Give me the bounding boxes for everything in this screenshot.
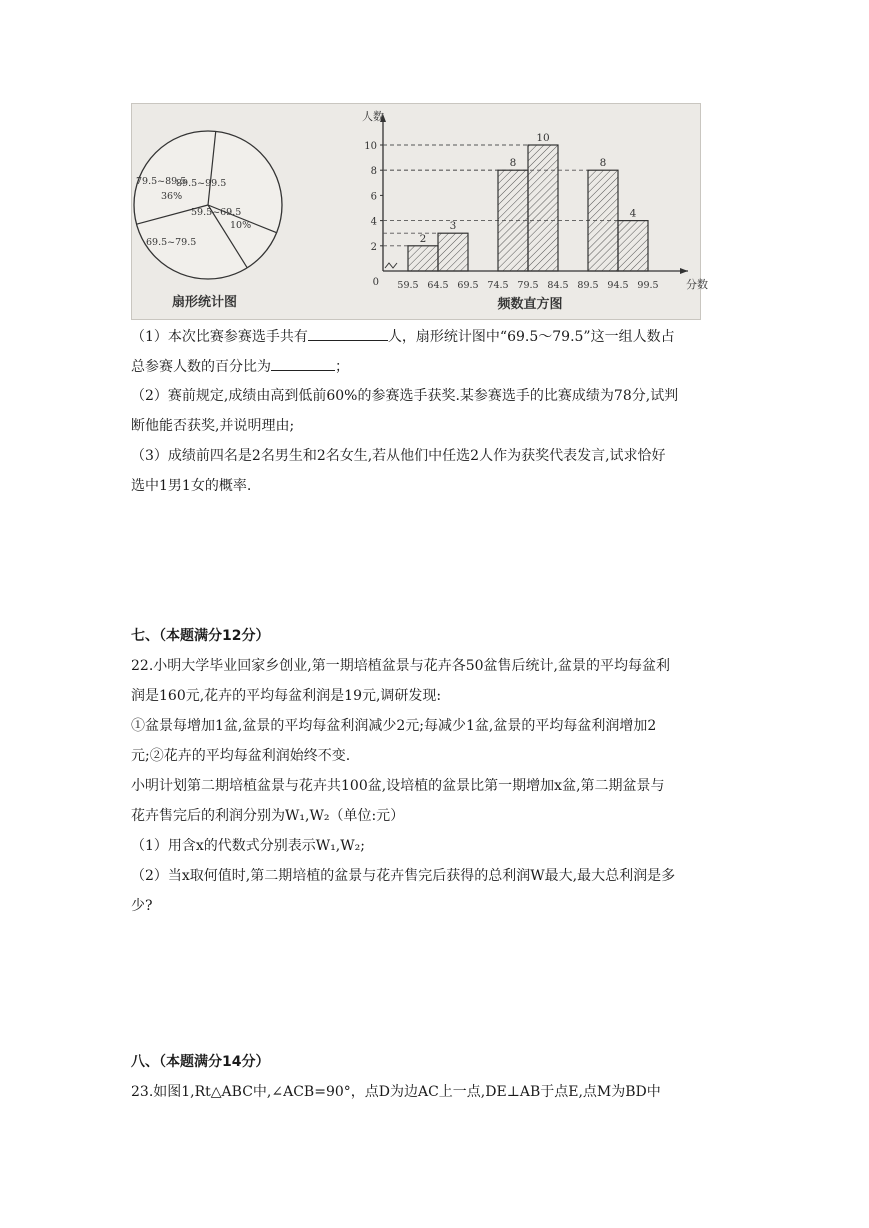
- question-1-line-2: [131, 356, 349, 377]
- pie-slice-label: 59.5~69.5: [191, 207, 242, 218]
- histogram-bar: [498, 170, 528, 271]
- x-tick-label: 59.5: [397, 280, 419, 291]
- x-tick-label: 69.5: [457, 280, 479, 291]
- origin-label: 0: [372, 277, 379, 288]
- answer-blank-percent: [271, 356, 335, 371]
- bar-value-label: 4: [629, 207, 637, 220]
- pie-slice-label: 69.5~79.5: [146, 237, 197, 248]
- y-tick-label: 8: [370, 166, 377, 178]
- section-7-heading: 七、（本题满分12分）: [131, 628, 270, 644]
- histogram-bar: [618, 221, 648, 271]
- problem-22-line-3: ①盆景每增加1盆,盆景的平均每盆利润减少2元;每减少1盆,盆景的平均每盆利润增加2: [131, 718, 657, 734]
- problem-22-line-2: 润是160元,花卉的平均每盆利润是19元,调研发现:: [131, 688, 442, 704]
- x-tick-label: 84.5: [547, 280, 569, 291]
- y-tick-label: 4: [370, 216, 377, 228]
- x-axis-label: 分数: [686, 278, 708, 291]
- histogram-bar: [408, 246, 438, 271]
- histogram-bar: [438, 233, 468, 271]
- problem-22-question-2-line-1: （2）当x取何值时,第二期培植的盆景与花卉售完后获得的总利润W最大,最大总利润是多: [131, 868, 676, 884]
- bar-value-label: 2: [419, 232, 427, 245]
- question-3-line-1: （3）成绩前四名是2名男生和2名女生,若从他们中任选2人作为获奖代表发言,试求恰好: [131, 448, 666, 464]
- x-tick-label: 89.5: [577, 280, 599, 291]
- answer-blank-total: [308, 326, 388, 341]
- pie-slice-label: 89.5~99.5: [176, 178, 227, 189]
- pie-slice-percent: 36%: [161, 191, 183, 202]
- problem-22-line-4: 元;②花卉的平均每盆利润始终不变.: [131, 748, 351, 764]
- y-tick-label: 2: [370, 241, 377, 253]
- problem-22-line-6: 花卉售完后的利润分别为W₁,W₂（单位:元）: [131, 808, 405, 824]
- histogram-title: 频数直方图: [497, 297, 563, 312]
- figure-canvas: [132, 104, 708, 319]
- x-tick-label: 74.5: [487, 280, 509, 291]
- problem-22-line-1: 22.小明大学毕业回家乡创业,第一期培植盆景与花卉各50盆售后统计,盆景的平均每盆利: [131, 658, 670, 674]
- pie-slice-percent: 10%: [230, 220, 252, 231]
- question-1-text-a: （1）本次比赛参赛选手共有: [131, 329, 308, 345]
- pie-chart: [134, 131, 282, 310]
- axis-break-mark: [385, 263, 397, 268]
- question-1-text-c: 总参赛人数的百分比为: [131, 359, 271, 375]
- question-2-line-1: （2）赛前规定,成绩由高到低前60%的参赛选手获奖.某参赛选手的比赛成绩为78分,试判: [131, 388, 679, 404]
- question-1-text-d: ；: [335, 359, 349, 375]
- bar-value-label: 3: [449, 220, 457, 233]
- y-tick-label: 6: [370, 191, 377, 203]
- y-tick-label: 10: [364, 141, 377, 152]
- problem-22-question-1: （1）用含x的代数式分别表示W₁,W₂;: [131, 838, 365, 854]
- histogram-bar: [588, 170, 618, 271]
- x-tick-label: 64.5: [427, 280, 449, 291]
- bar-value-label: 8: [509, 157, 517, 170]
- x-tick-label: 79.5: [517, 280, 539, 291]
- question-1-text-b: 人，扇形统计图中“69.5～79.5”这一组人数占: [387, 329, 675, 345]
- problem-23-line-1: 23.如图1,Rt△ABC中,∠ACB=90°，点D为边AC上一点,DE⊥AB于点E,点M为BD中: [131, 1084, 661, 1100]
- question-3-line-2: 选中1男1女的概率.: [131, 478, 252, 494]
- problem-22-question-2-line-2: 少?: [131, 898, 153, 914]
- y-axis-label: 人数: [362, 110, 384, 123]
- question-1-line-1: [131, 326, 675, 347]
- question-2-line-2: 断他能否获奖,并说明理由;: [131, 418, 295, 434]
- problem-22-line-5: 小明计划第二期培植盆景与花卉共100盆,设培植的盆景比第一期增加x盆,第二期盆景与: [131, 778, 665, 794]
- bar-value-label: 10: [536, 132, 550, 144]
- section-8-heading: 八、（本题满分14分）: [131, 1054, 270, 1070]
- histogram-bar: [528, 145, 558, 271]
- histogram-chart: [362, 109, 708, 312]
- bar-value-label: 8: [599, 157, 607, 170]
- x-tick-label: 94.5: [607, 280, 629, 291]
- pie-slice-label: 79.5~89.5: [136, 176, 187, 187]
- pie-title: 扇形统计图: [172, 295, 238, 310]
- statistics-figure: [131, 103, 708, 320]
- x-axis-arrow: [680, 268, 688, 274]
- x-tick-label: 99.5: [637, 280, 659, 291]
